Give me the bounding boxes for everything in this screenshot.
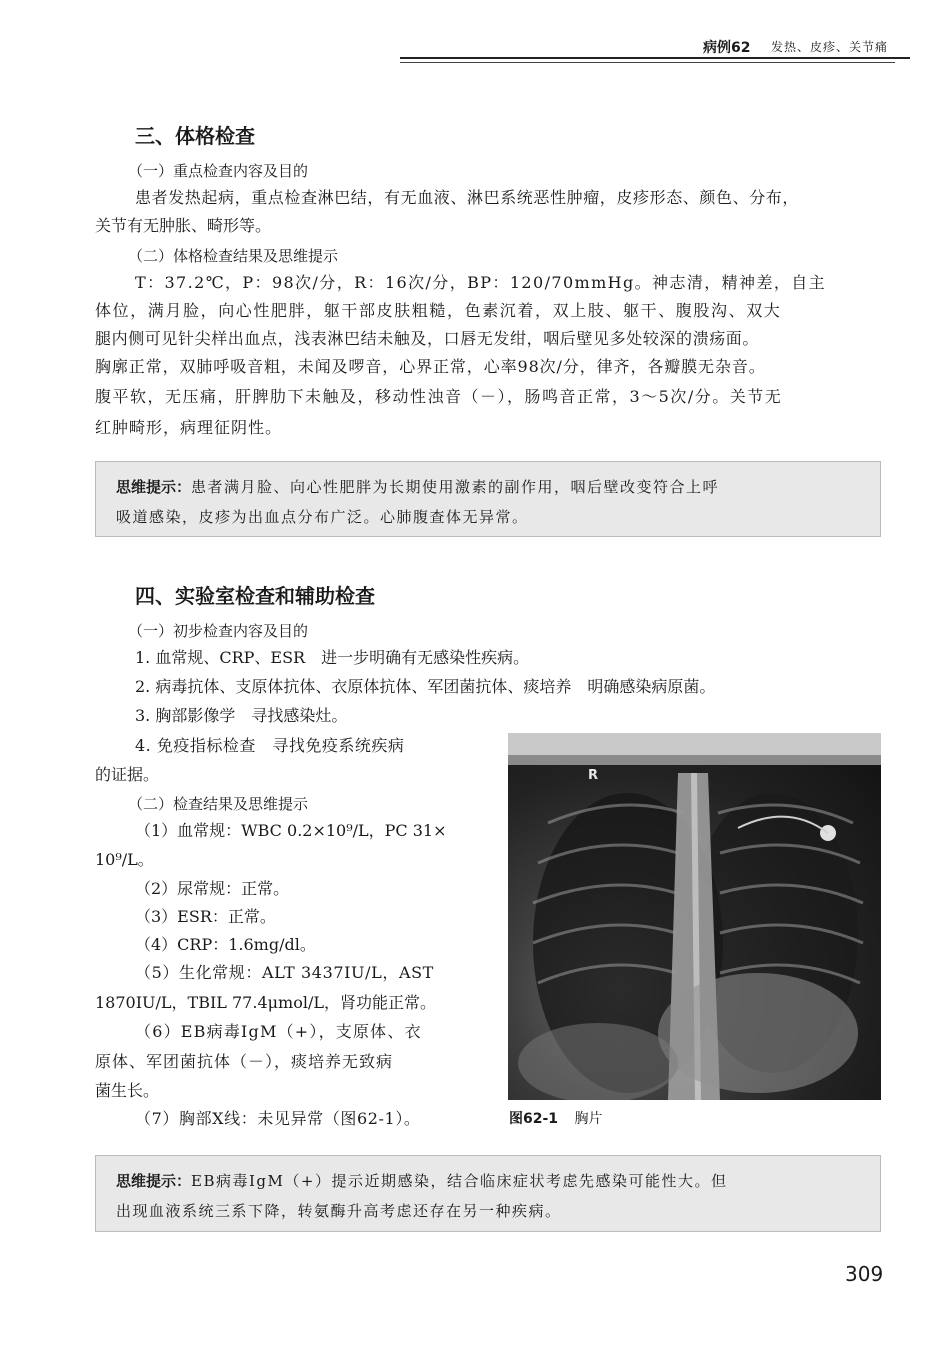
section-title-lab-exam: 四、实验室检查和辅助检查	[135, 584, 375, 608]
tip-text: EB病毒IgM（+）提示近期感染，结合临床症状考虑先感染可能性大。但	[191, 1172, 728, 1190]
result-line: （6）EB病毒IgM（+），支原体、衣	[135, 1022, 422, 1041]
figure-caption-text: 胸片	[574, 1111, 603, 1127]
paragraph-line: 腹平软，无压痛，肝脾肋下未触及，移动性浊音（－），肠鸣音正常，3～5次/分。关节无	[95, 387, 783, 406]
header-rule-thin	[400, 62, 895, 63]
result-line: （5）生化常规：ALT 3437IU/L，AST	[135, 963, 434, 982]
subsection-title: （二）体格检查结果及思维提示	[128, 247, 339, 265]
result-line: （1）血常规：WBC 0.2×10⁹/L，PC 31×	[135, 821, 447, 840]
result-line: （3）ESR：正常。	[135, 907, 276, 926]
result-line: 菌生长。	[95, 1081, 160, 1100]
subsection-title: （一）初步检查内容及目的	[128, 622, 309, 640]
chest-xray-image	[508, 733, 881, 1100]
tip-line	[116, 476, 719, 497]
result-line: （4）CRP：1.6mg/dl。	[135, 935, 316, 954]
paragraph-line: T：37.2℃，P：98次/分，R：16次/分，BP：120/70mmHg。神志清，精神差，自主	[135, 273, 827, 292]
subsection-title: （二）检查结果及思维提示	[128, 795, 309, 813]
result-line: （2）尿常规：正常。	[135, 879, 290, 898]
result-line: 原体、军团菌抗体（－），痰培养无致病	[95, 1052, 394, 1071]
tip-line	[116, 1170, 727, 1191]
tip-line: 吸道感染，皮疹为出血点分布广泛。心肺腹查体无异常。	[116, 508, 529, 526]
result-line: 10⁹/L。	[95, 850, 154, 869]
running-header-case: 病例62	[703, 40, 751, 56]
list-item: 4. 免疫指标检查 寻找免疫系统疾病	[135, 736, 405, 755]
tip-label: 思维提示：	[116, 478, 192, 496]
thinking-tip-box	[95, 1155, 881, 1232]
subsection-title: （一）重点检查内容及目的	[128, 162, 309, 180]
header-rule-thick	[400, 57, 910, 59]
tip-line: 出现血液系统三系下降，转氨酶升高考虑还存在另一种疾病。	[116, 1202, 562, 1220]
page-number: 309	[845, 1262, 884, 1286]
result-line: （7）胸部X线：未见异常（图62-1）。	[135, 1109, 421, 1128]
paragraph-line: 红肿畸形，病理征阴性。	[95, 418, 283, 437]
list-item: 1. 血常规、CRP、ESR 进一步明确有无感染性疾病。	[135, 648, 530, 667]
paragraph-line: 胸廓正常，双肺呼吸音粗，未闻及啰音，心界正常，心率98次/分，律齐，各瓣膜无杂音。	[95, 357, 766, 376]
list-item: 3. 胸部影像学 寻找感染灶。	[135, 706, 348, 725]
figure-caption	[509, 1108, 603, 1128]
thinking-tip-box	[95, 461, 881, 537]
result-line: 1870IU/L，TBIL 77.4μmol/L，肾功能正常。	[95, 993, 436, 1012]
tip-label: 思维提示：	[116, 1172, 192, 1190]
xray-side-marker: R	[588, 768, 599, 783]
paragraph-line: 关节有无肿胀、畸形等。	[95, 216, 272, 235]
tip-text: 患者满月脸、向心性肥胖为长期使用激素的副作用，咽后壁改变符合上呼	[191, 478, 720, 496]
section-title-physical-exam: 三、体格检查	[135, 124, 255, 148]
list-item: 2. 病毒抗体、支原体抗体、衣原体抗体、军团菌抗体、痰培养 明确感染病原菌。	[135, 677, 716, 696]
list-item: 的证据。	[95, 765, 160, 784]
paragraph-line: 患者发热起病，重点检查淋巴结，有无血液、淋巴系统恶性肿瘤，皮疹形态、颜色、分布，	[135, 188, 800, 207]
figure-number: 图62-1	[509, 1111, 559, 1127]
running-header-title: 发热、皮疹、关节痛	[771, 40, 889, 54]
paragraph-line: 体位，满月脸，向心性肥胖，躯干部皮肤粗糙，色素沉着，双上肢、躯干、腹股沟、双大	[95, 301, 782, 320]
paragraph-line: 腿内侧可见针尖样出血点，浅表淋巴结未触及，口唇无发绀，咽后壁见多处较深的溃疡面。	[95, 329, 760, 348]
